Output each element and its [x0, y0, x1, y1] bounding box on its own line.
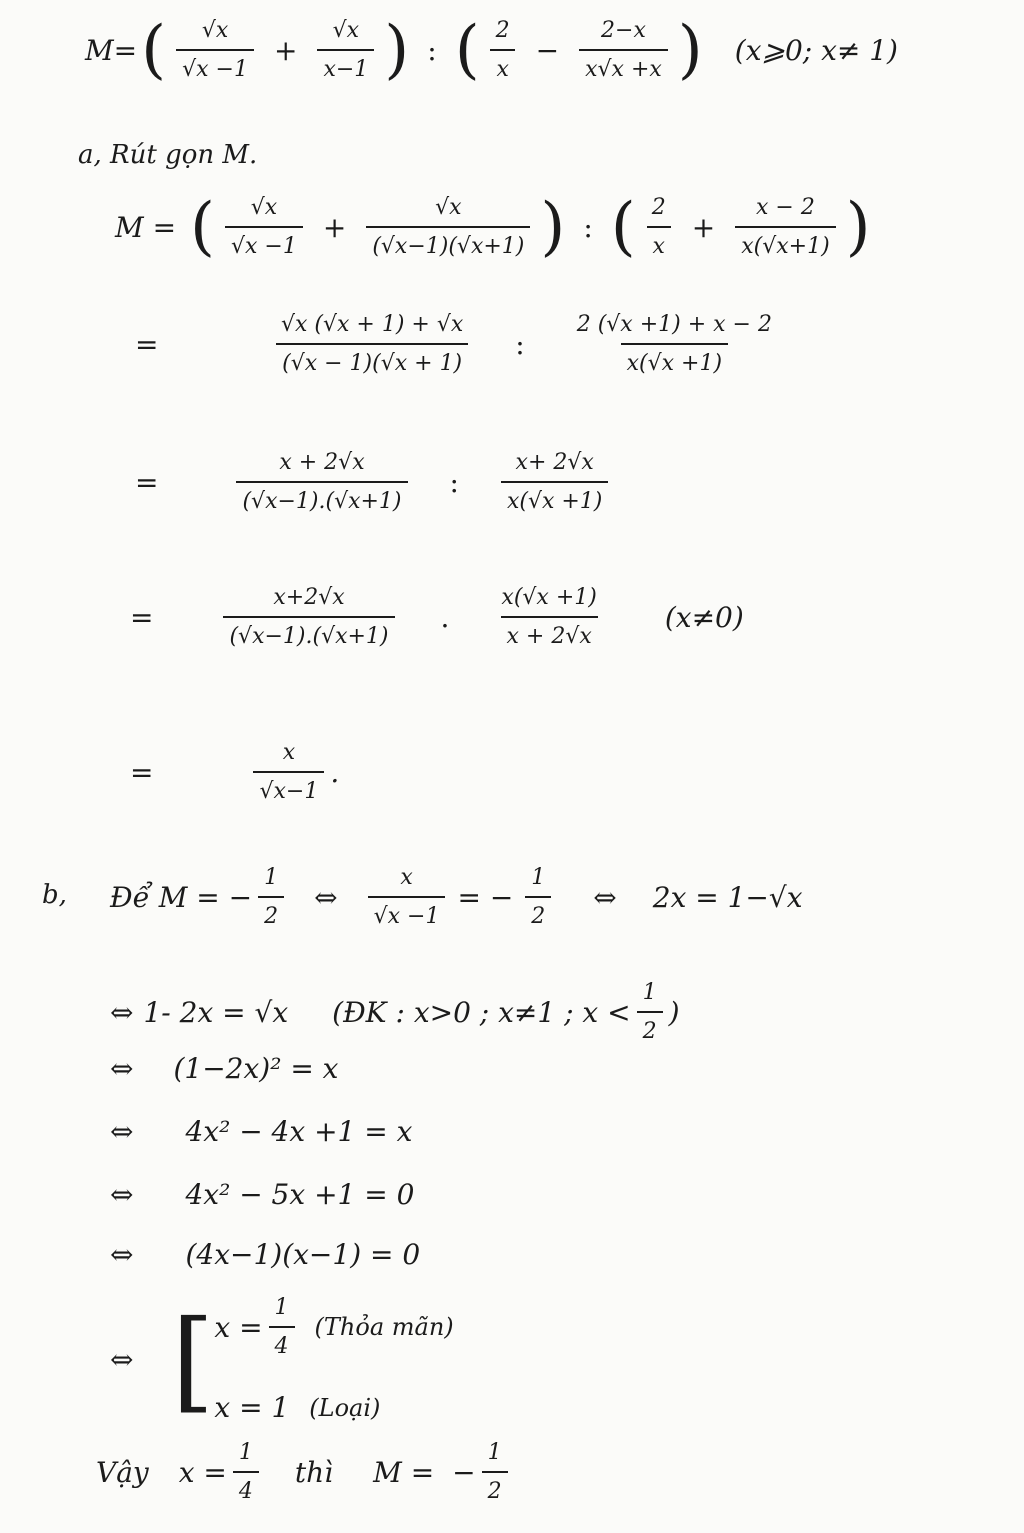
fraction: $\frac{1}{2}$	[482, 1440, 508, 1504]
condition: (x⩾0; x≠ 1)	[734, 33, 898, 67]
fraction: $\frac{1}{4}$	[233, 1440, 259, 1504]
part-b-line-7: ⇔ [ x = $\frac{1}{4}$ (Thỏa mãn) x = 1 (Loại)	[110, 1295, 454, 1424]
numerator: 2−x	[601, 18, 646, 43]
fraction	[579, 18, 668, 82]
fraction: $\frac{x}{√x-1}$	[253, 740, 324, 804]
fraction: $\frac{√x}{√x -1}$	[225, 195, 303, 259]
conclusion: Vậy x = $\frac{1}{4}$ thì M = − $\frac{1}{2}$	[96, 1440, 514, 1504]
fraction	[490, 18, 516, 82]
part-b-line-3: ⇔ (1−2x)² = x	[110, 1052, 339, 1085]
part-b-line-1: Để M = − $\frac{1}{2}$ ⇔ $\frac{x}{√x -1}$ = − $\frac{1}{2}$ ⇔ 2x = 1−√x	[110, 865, 803, 929]
condition: (x≠0)	[664, 600, 744, 634]
step-1: M = ( $\frac{√x}{√x -1}$ + $\frac{√x}{(√x-1)(√x+1)}$ ) : ( $\frac{2}{x}$ + $\frac{x - 2}{x(√x+1)}$ )	[115, 190, 871, 264]
fraction: $\frac{1}{2}$	[525, 865, 551, 929]
fraction	[317, 18, 374, 82]
denominator: x−1	[317, 49, 374, 82]
part-b-line-4: ⇔ 4x² − 4x +1 = x	[110, 1115, 413, 1148]
fraction: $\frac{x - 2}{x(√x+1)}$	[735, 195, 835, 259]
part-b-line-2: ⇔ 1- 2x = √x (ĐK : x>0 ; x≠1 ; x < $\frac{1}{2}$ )	[110, 980, 680, 1044]
fraction: $\frac{x + 2√x}{(√x-1).(√x+1)}$	[236, 450, 407, 514]
fraction: $\frac{1}{4}$	[269, 1295, 295, 1359]
fraction: $\frac{x(√x +1)}{x + 2√x}$	[501, 585, 597, 649]
fraction: $\frac{√x (√x + 1) + √x}{(√x - 1)(√x + 1)}$	[275, 312, 469, 376]
left-brace: [	[171, 1295, 215, 1424]
denominator: √x −1	[176, 49, 254, 82]
part-b-line-6: ⇔ (4x−1)(x−1) = 0	[110, 1238, 421, 1271]
problem-statement: M= ( $\frac{√x}{√x -1}$ + $\frac{√x}{x-1}$ ) : ( $\frac{2}{x}$ − $\frac{2-x}{x√x +x}$ ) (x⩾0; x≠ 1)	[85, 13, 898, 87]
numerator: √x	[201, 18, 229, 43]
fraction: $\frac{1}{2}$	[258, 865, 284, 929]
fraction: $\frac{x+2√x}{(√x-1).(√x+1)}$	[223, 585, 394, 649]
part-b-label: b,	[42, 880, 67, 910]
fraction: $\frac{x}{√x -1}$	[368, 865, 446, 929]
step-5: = $\frac{x}{√x-1}$ .	[130, 740, 340, 804]
step-3: = $\frac{x + 2√x}{(√x-1).(√x+1)}$ : $\frac{x+ 2√x}{x(√x +1)}$	[135, 450, 614, 514]
denominator: x	[490, 49, 514, 82]
step-2: = $\frac{√x (√x + 1) + √x}{(√x - 1)(√x + 1)}$ : $\frac{2 (√x +1) + x - 2}{x(√x +1)}$	[135, 312, 784, 376]
m-label: M=	[85, 33, 138, 67]
fraction: $\frac{2 (√x +1) + x - 2}{x(√x +1)}$	[576, 312, 772, 376]
numerator: 2	[495, 18, 510, 43]
fraction	[176, 18, 254, 82]
fraction: $\frac{x+ 2√x}{x(√x +1)}$	[501, 450, 608, 514]
fraction: $\frac{1}{2}$	[637, 980, 663, 1044]
fraction: $\frac{2}{x}$	[646, 195, 672, 259]
numerator: √x	[332, 18, 360, 43]
part-b-line-5: ⇔ 4x² − 5x +1 = 0	[110, 1178, 415, 1211]
fraction: $\frac{√x}{(√x-1)(√x+1)}$	[366, 195, 530, 259]
denominator: x√x +x	[579, 49, 668, 82]
step-4: = $\frac{x+2√x}{(√x-1).(√x+1)}$ . $\frac{x(√x +1)}{x + 2√x}$ (x≠0)	[130, 585, 744, 649]
part-a-label: a, Rút gọn M.	[78, 140, 258, 170]
